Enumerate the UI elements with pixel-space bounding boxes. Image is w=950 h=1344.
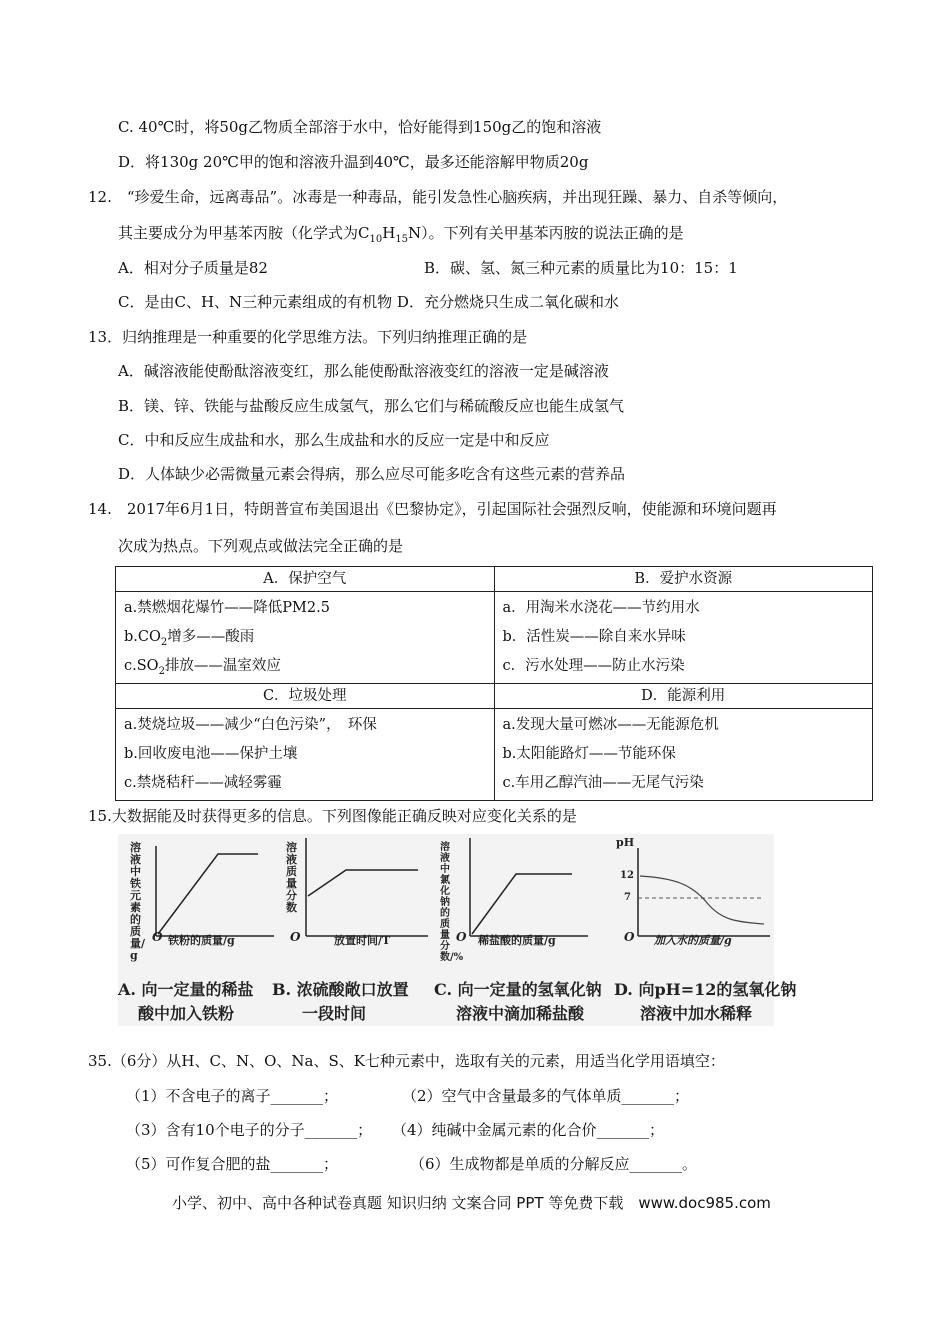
q14-a-row3: $c.SO_2$排放——温室效应 [124,658,281,677]
q35-part4: （4）纯碱中金属元素的化合价_______； [392,1121,665,1139]
q15-graph-d-xlabel: 加入水的质量/g [654,934,732,947]
q13-option-b: B．镁、锌、铁能与盐酸反应生成氢气，那么它们与稀硫酸反应也能生成氢气 [118,397,625,415]
q14-b-row2: b．活性炭——除自来水异味 [502,629,686,645]
q35-part5: （5）可作复合肥的盐_______； [126,1155,339,1173]
q14-a-row1: a.禁燃烟花爆竹——降低PM2.5 [124,600,330,616]
q14-a-row2: $b.CO_2$增多——酸雨 [124,629,255,648]
q12-stem-line1: 12. “珍爱生命，远离毒品”。冰毒是一种毒品，能引发急性心脑疾病，并出现狂躁、暴力、自杀等倾向， [88,188,788,206]
q13-option-d: D．人体缺少必需微量元素会得病，那么应尽可能多吃含有这些元素的营养品 [118,465,626,483]
q15-graph-a [118,834,278,1026]
q15-graph-d-tick12: 12 [620,870,634,881]
q15-graph-b-curve [308,870,418,896]
q12-option-a: A．相对分子质量是82 [118,259,268,277]
q15-graph-d-origin: O [624,930,635,944]
q35-part3: （3）含有10个电子的分子_______； [126,1121,373,1139]
q35-part1: （1）不含电子的离子_______； [126,1087,339,1105]
q15-graph-c [434,834,618,1026]
q15-graphs-image [118,834,797,1026]
q35-part2: （2）空气中含量最多的气体单质_______； [402,1087,690,1105]
q13-option-c: C．中和反应生成盐和水，那么生成盐和水的反应一定是中和反应 [118,431,550,449]
page-footer: 小学、初中、高中各种试卷真题 知识归纳 文案合同 PPT 等免费下载 www.doc985.com [172,1194,771,1212]
q14-c-row1: a.焚烧垃圾——减少“白色污染”， 环保 [124,717,377,733]
q12-option-cd: C．是由C、H、N三种元素组成的有机物 D．充分燃烧只生成二氧化碳和水 [118,293,619,311]
q15-graph-b-ylabel: 溶液质量分数 [286,841,297,914]
q15-graph-c-xlabel: 稀盐酸的质量/g [478,934,556,947]
q15-graph-a-curve [158,854,258,934]
q14-d-row1: a.发现大量可燃冰——无能源危机 [502,717,719,733]
q14-b-title: B．爱护水资源 [494,567,873,592]
q15-graph-d-tick7: 7 [624,892,631,903]
q15-graph-d-ylabel: pH [616,836,635,849]
q11-option-d: D．将130g 20℃甲的饱和溶液升温到40℃，最多还能溶解甲物质20g [118,153,589,171]
q15-graph-c-origin: O [456,930,467,944]
q14-d-cell [494,709,873,801]
q12-option-b: B．碳、氢、氮三种元素的质量比为10：15：1 [424,259,738,277]
q15-graph-a-ylabel: 溶液中铁元素的质量/g [130,841,146,962]
q15-graph-d-plot [614,834,774,974]
q15-graph-b-caption: B. 浓硫酸敞口放置 一段时间 [272,980,409,1023]
q15-graph-c-curve [472,874,572,934]
q15-graph-a-caption: A. 向一定量的稀盐 酸中加入铁粉 [118,980,254,1023]
q14-stem-line1: 14. 2017年6月1日，特朗普宣布美国退出《巴黎协定》，引起国际社会强烈反响，使能源和环境问题再 [88,500,777,518]
q15-graph-d-caption: D. 向pH=12的氢氧化钠 溶液中加水稀释 [614,980,797,1023]
q15-graph-b-origin: O [290,930,301,944]
q13-option-a: A．碱溶液能使酚酞溶液变红，那么能使酚酞溶液变红的溶液一定是碱溶液 [118,362,609,380]
q14-b-row3: c．污水处理——防止水污染 [502,658,685,674]
q15-graph-a-origin: O [152,930,163,944]
q15-graph-b [272,834,438,1026]
q15-graph-c-caption: C. 向一定量的氢氧化钠 溶液中滴加稀盐酸 [434,980,602,1023]
q14-d-row2: b.太阳能路灯——节能环保 [502,746,676,762]
q14-a-cell [116,592,495,684]
q14-a-title: A．保护空气 [116,567,495,592]
q15-stem: 15.大数据能及时获得更多的信息。下列图像能正确反映对应变化关系的是 [88,807,577,825]
q14-b-cell [494,592,873,684]
q35-part6: （6）生成物都是单质的分解反应_______。 [410,1155,698,1173]
q14-c-title: C．垃圾处理 [116,684,495,709]
q15-graph-d-curve [640,876,764,924]
q14-c-row3: c.禁烧秸秆——减轻雾霾 [124,775,282,791]
q13-stem: 13．归纳推理是一种重要的化学思维方法。下列归纳推理正确的是 [88,328,528,346]
q14-options-table [115,566,873,801]
q35-stem: 35.（6分）从H、C、N、O、Na、S、K七种元素中，选取有关的元素，用适当化学用语填空： [88,1052,725,1070]
q15-graph-d [614,834,797,1026]
q15-graph-a-plot [118,834,278,974]
q14-d-title: D．能源利用 [494,684,873,709]
q12-stem-line2: 其主要成分为甲基苯丙胺（化学式为$C_{10}H_{15}N$）。下列有关甲基苯丙胺的说法正确的是 [118,224,684,245]
q15-graph-b-xlabel: 放置时间/T [334,934,391,947]
q15-graph-a-xlabel: 铁粉的质量/g [168,934,235,947]
q15-graph-c-ylabel: 溶液中氯化钠的质量分数/% [440,842,464,963]
q14-stem-line2: 次成为热点。下列观点或做法完全正确的是 [118,537,404,555]
q15-graph-b-plot [278,834,438,974]
q14-b-row1: a．用淘米水浇花——节约用水 [502,600,700,616]
q14-c-row2: b.回收废电池——保护土壤 [124,746,298,762]
q11-option-c: C. 40℃时，将50g乙物质全部溶于水中，恰好能得到150g乙的饱和溶液 [118,118,602,136]
q14-d-row3: c.车用乙醇汽油——无尾气污染 [502,775,704,791]
q14-c-cell [116,709,495,801]
q15-graph-c-plot [438,834,618,974]
